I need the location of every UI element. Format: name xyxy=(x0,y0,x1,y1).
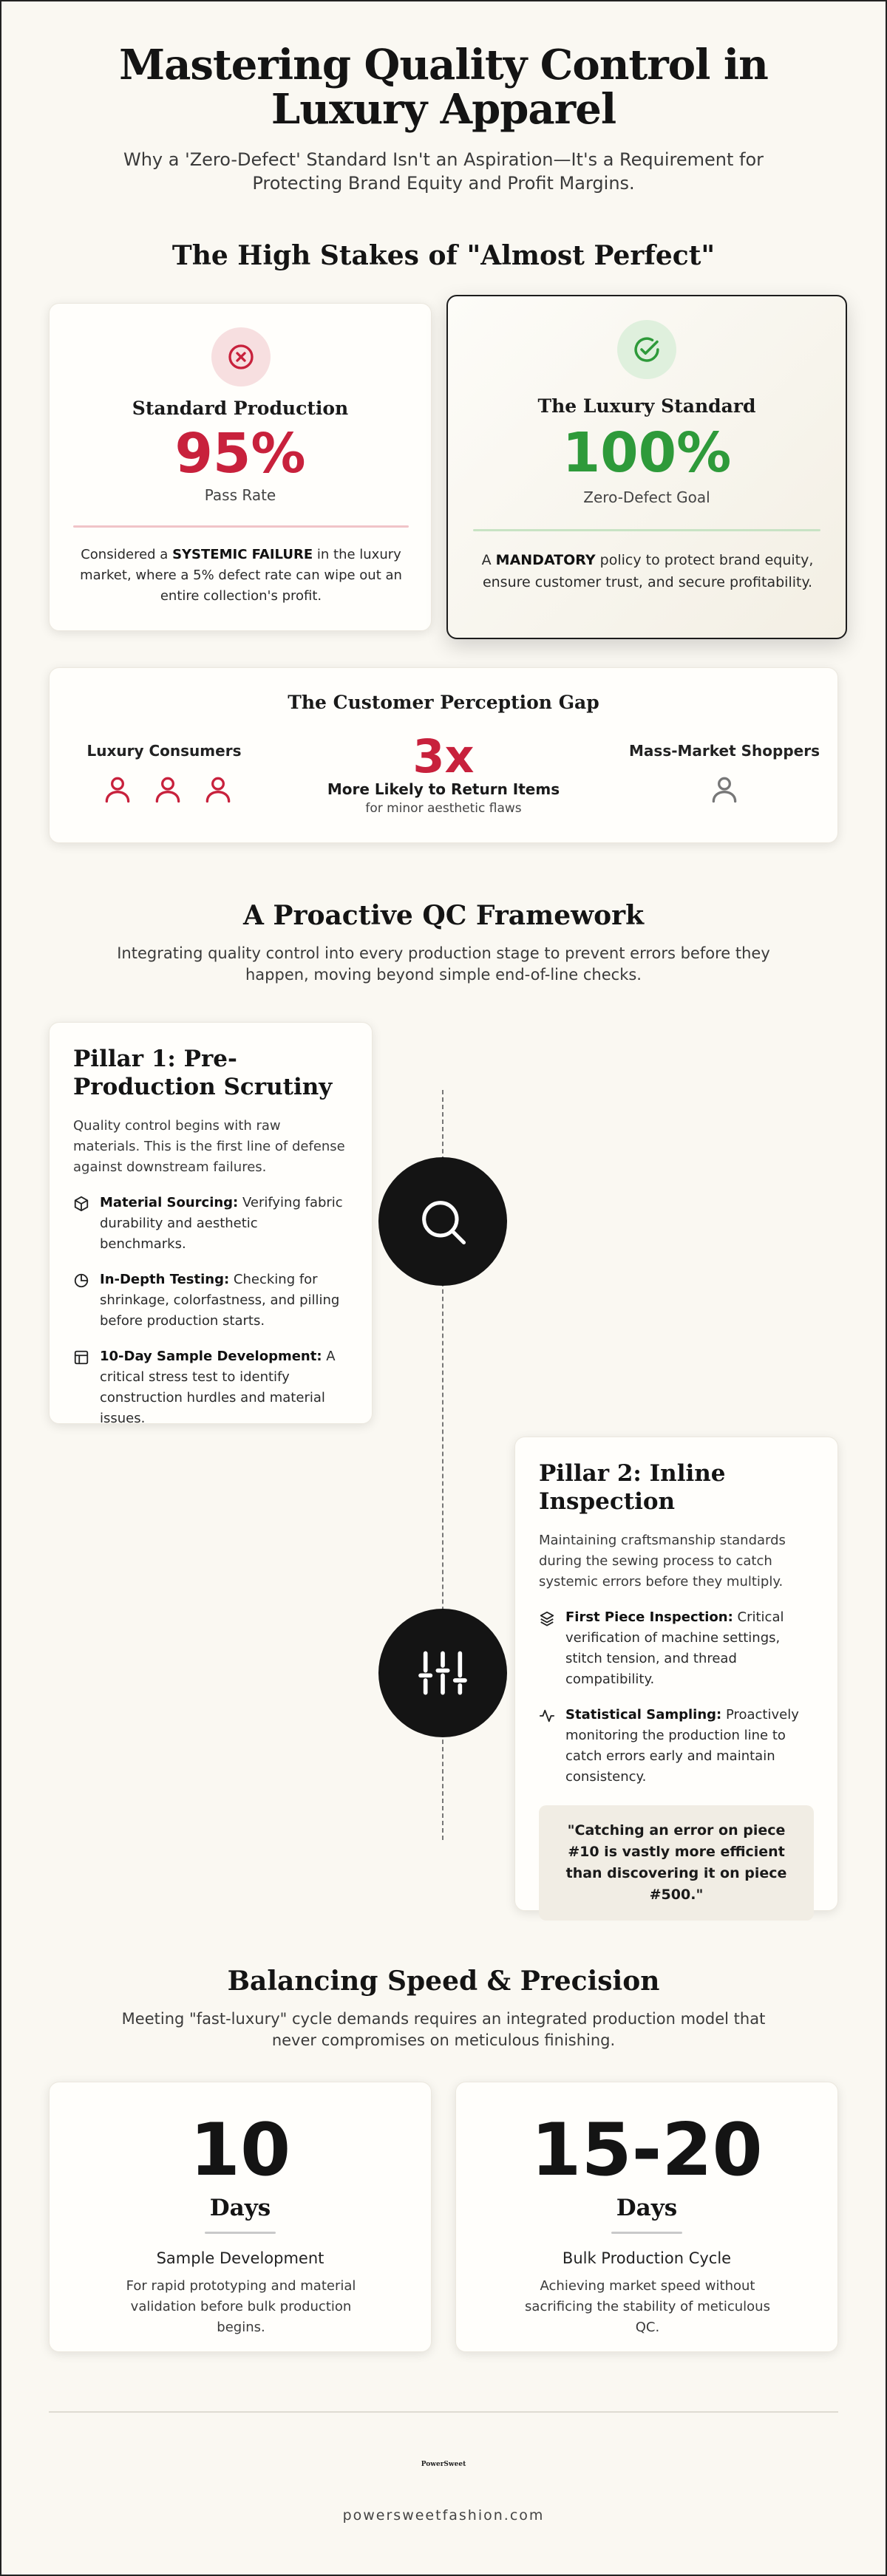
standard-production-name: Standard Production xyxy=(132,398,349,419)
return-multiplier-value: 3x xyxy=(412,729,475,783)
luxury-standard-card xyxy=(446,295,847,639)
check-circle-icon xyxy=(617,320,676,379)
luxury-zero-defect-value: 100% xyxy=(562,421,732,485)
pillar-2-quote: "Catching an error on piece #10 is vastly more efficient than discovering it on piece #500." xyxy=(539,1805,814,1921)
pillar-1-card xyxy=(49,1022,373,1424)
bulk-days-description: Achieving market speed without sacrificing the stability of meticulous QC. xyxy=(525,2278,770,2335)
luxury-standard-name: The Luxury Standard xyxy=(537,395,756,417)
sample-days-label: Sample Development xyxy=(156,2249,324,2267)
standard-pass-rate-value: 95% xyxy=(174,422,306,485)
luxury-consumers-label: Luxury Consumers xyxy=(86,742,242,760)
standard-pass-rate-label: Pass Rate xyxy=(204,486,276,504)
divider xyxy=(611,2232,682,2234)
sliders-icon xyxy=(378,1609,507,1737)
pillar-2-card xyxy=(514,1437,838,1911)
layers-icon xyxy=(539,1610,558,1690)
pillar-2-intro: Maintaining craftsmanship standards during the sewing process to catch systemic errors before they multiply. xyxy=(539,1533,786,1589)
framework-title: A Proactive QC Framework xyxy=(242,900,645,931)
pillar-1-intro: Quality control begins with raw materials. This is the first line of defense against downstream failures. xyxy=(73,1118,345,1175)
sample-days-unit: Days xyxy=(209,2195,271,2221)
customer-perception-card xyxy=(49,667,838,843)
pillar-1-title: Pillar 1: Pre-Production Scrutiny xyxy=(73,1046,333,1100)
speed-title: Balancing Speed & Precision xyxy=(227,1966,660,1997)
pillar-1-item: In-Depth Testing: Checking for shrinkage, colorfastness, and pilling before production starts. xyxy=(73,1270,348,1332)
bulk-days-number: 15-20 xyxy=(531,2108,763,2192)
return-multiplier-label: More Likely to Return Items xyxy=(327,780,560,798)
speed-card-bulk xyxy=(455,2082,838,2352)
divider xyxy=(73,525,409,528)
framework-subtitle: Integrating quality control into every production stage to prevent errors before they happen, moving beyond simple end-of-line checks. xyxy=(117,944,770,984)
standard-production-description: Considered a SYSTEMIC FAILURE in the luxury market, where a 5% defect rate can wipe out an entire collection's profit. xyxy=(80,547,402,604)
footer-logo: PowerSweet xyxy=(421,2461,466,2468)
luxury-zero-defect-label: Zero-Defect Goal xyxy=(583,488,710,506)
page-subtitle: Why a 'Zero-Defect' Standard Isn't an Aspiration—It's a Requirement for Protecting Brand Equity and Profit Margins. xyxy=(123,149,764,194)
speed-subtitle: Meeting "fast-luxury" cycle demands requires an integrated production model that never compromises on meticulous finishing. xyxy=(121,2010,766,2049)
box-icon xyxy=(73,1196,92,1255)
luxury-standard-description: A MANDATORY policy to protect brand equity, ensure customer trust, and secure profitability. xyxy=(481,552,814,590)
footer-website-link[interactable]: powersweetfashion.com xyxy=(342,2507,545,2524)
pillar-2-item: Statistical Sampling: Proactively monitoring the production line to catch errors early and maintain consistency. xyxy=(539,1705,814,1788)
sample-days-number: 10 xyxy=(189,2108,291,2192)
stakes-title: The High Stakes of "Almost Perfect" xyxy=(171,240,716,271)
sample-days-description: For rapid prototyping and material validation before bulk production begins. xyxy=(126,2278,356,2335)
speed-card-sample xyxy=(49,2082,432,2352)
search-icon xyxy=(378,1157,507,1286)
standard-production-card xyxy=(49,303,432,631)
pillar-2-title: Pillar 2: Inline Inspection xyxy=(539,1460,726,1515)
page-title: Mastering Quality Control in Luxury Apparel xyxy=(119,41,768,134)
divider xyxy=(473,529,820,531)
pie-chart-icon xyxy=(73,1272,92,1332)
divider xyxy=(205,2232,276,2234)
mass-market-label: Mass-Market Shoppers xyxy=(629,742,820,760)
bulk-days-unit: Days xyxy=(616,2195,678,2221)
perception-title: The Customer Perception Gap xyxy=(288,692,599,713)
pillar-1-item: Material Sourcing: Verifying fabric durability and aesthetic benchmarks. xyxy=(73,1193,348,1255)
footer-divider xyxy=(49,2411,838,2413)
activity-icon xyxy=(539,1708,558,1788)
return-multiplier-note: for minor aesthetic flaws xyxy=(365,801,522,816)
pillar-2-item: First Piece Inspection: Critical verification of machine settings, stitch tension, and thread compatibility. xyxy=(539,1607,814,1690)
x-circle-icon xyxy=(211,327,271,386)
layout-icon xyxy=(73,1349,92,1429)
mass-market-icons xyxy=(708,773,741,808)
user-icon xyxy=(708,773,741,805)
pillar-1-item: 10-Day Sample Development: A critical stress test to identify construction hurdles and material issues. xyxy=(73,1346,348,1429)
bulk-days-label: Bulk Production Cycle xyxy=(562,2249,732,2267)
